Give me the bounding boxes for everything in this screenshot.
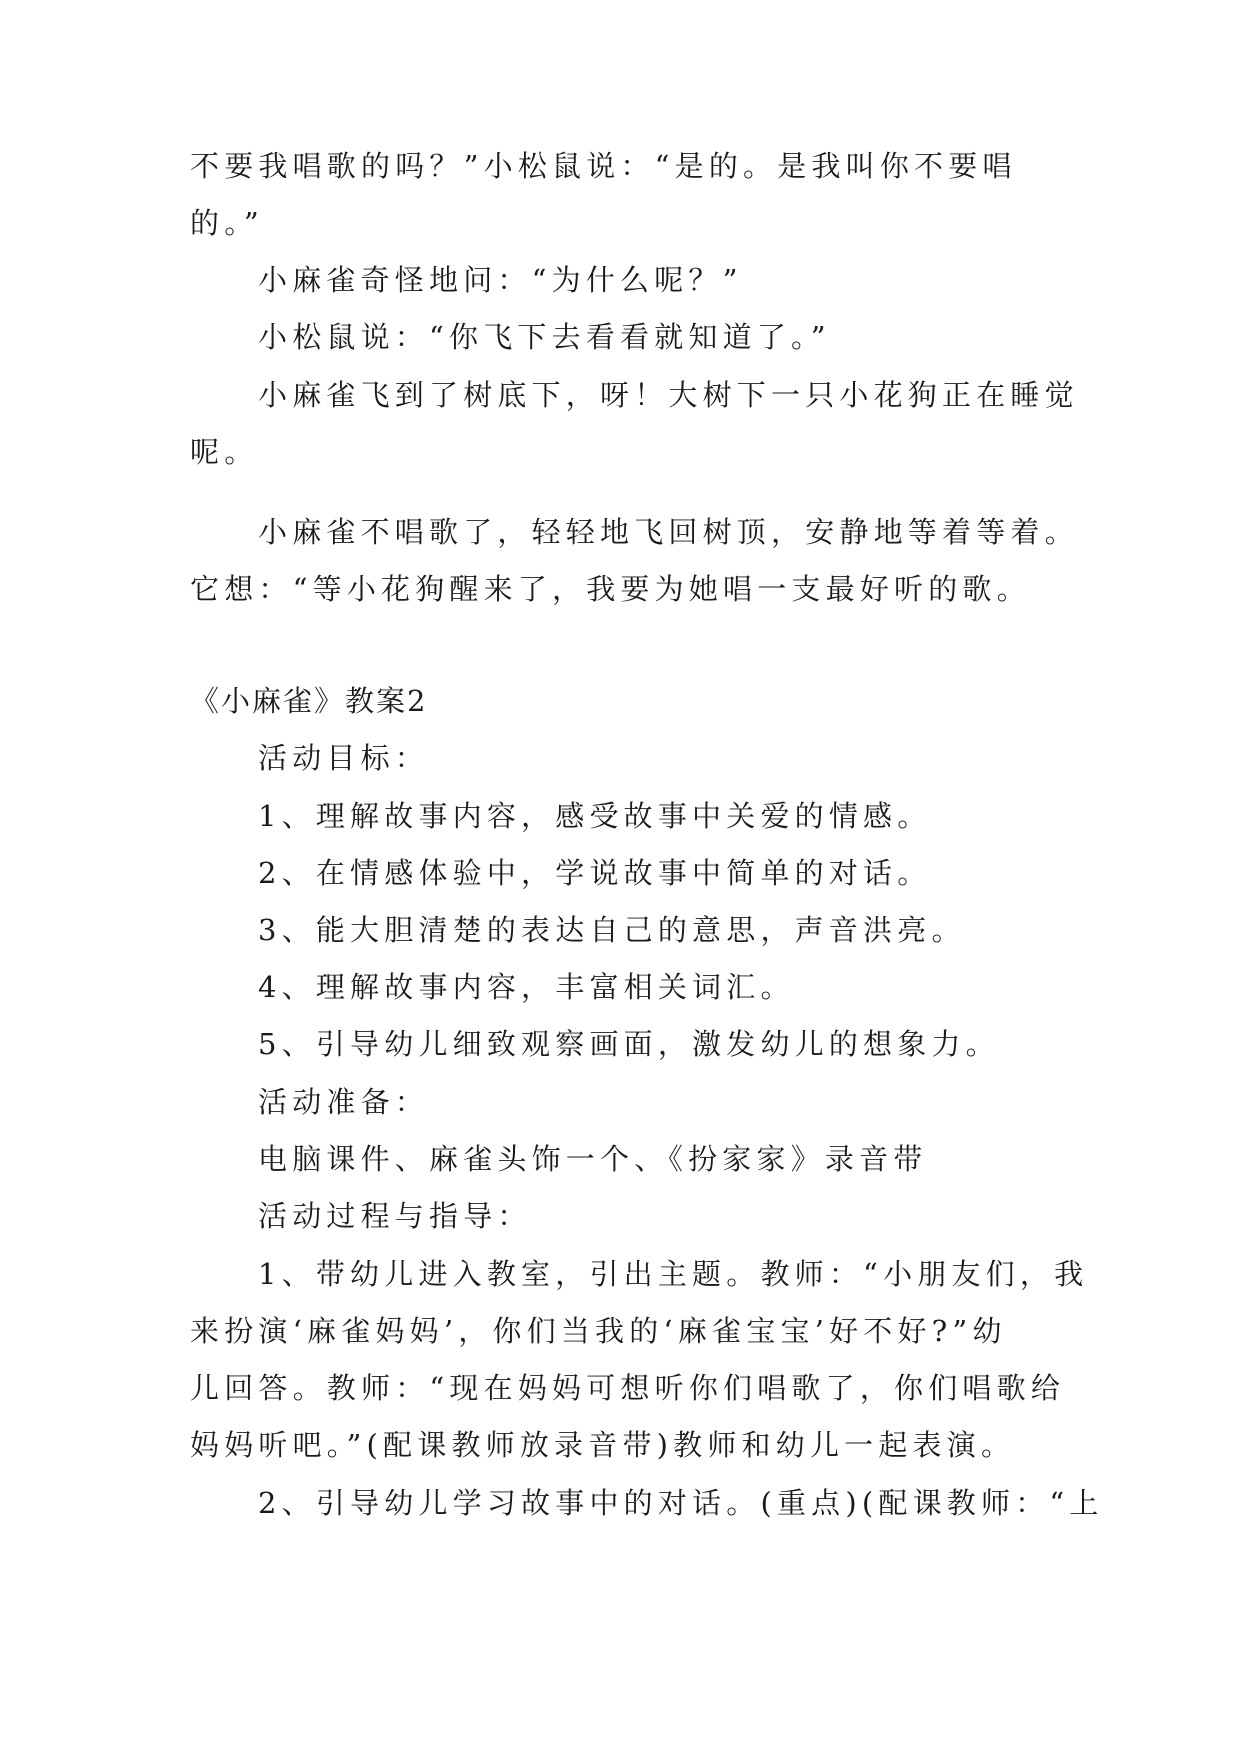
story-line: 呢。 [190, 435, 259, 469]
story-line: 小松鼠说：“你飞下去看看就知道了。” [258, 320, 831, 354]
story-line: 不要我唱歌的吗？”小松鼠说：“是的。是我叫你不要唱 [190, 149, 1017, 183]
plan-line: 1、带幼儿进入教室，引出主题。教师：“小朋友们，我 [258, 1257, 1089, 1291]
plan-line: 活动过程与指导： [258, 1199, 532, 1233]
plan-line: 来扮演‘麻雀妈妈’，你们当我的‘麻雀宝宝’好不好?”幼 [190, 1314, 1007, 1348]
story-line: 它想：“等小花狗醒来了，我要为她唱一支最好听的歌。 [190, 572, 1031, 606]
plan-line: 活动目标： [258, 741, 430, 775]
plan-line: 2、引导幼儿学习故事中的对话。(重点)(配课教师：“上 [258, 1486, 1104, 1520]
plan-line: 5、引导幼儿细致观察画面，激发幼儿的想象力。 [258, 1027, 1000, 1061]
plan-line: 1、理解故事内容，感受故事中关爱的情感。 [258, 799, 932, 833]
plan-line: 活动准备： [258, 1085, 430, 1119]
plan-line: 3、能大胆清楚的表达自己的意思，声音洪亮。 [258, 913, 966, 947]
plan-line: 2、在情感体验中，学说故事中简单的对话。 [258, 856, 932, 890]
story-line: 小麻雀奇怪地问：“为什么呢？” [258, 263, 743, 297]
plan-line: 妈妈听吧。”(配课教师放录音带)教师和幼儿一起表演。 [190, 1428, 1016, 1462]
plan-line: 电脑课件、麻雀头饰一个、《扮家家》录音带 [258, 1142, 928, 1176]
plan-line: 儿回答。教师：“现在妈妈可想听你们唱歌了，你们唱歌给 [190, 1371, 1066, 1405]
story-line: 的。” [190, 206, 264, 240]
story-line: 小麻雀飞到了树底下，呀！大树下一只小花狗正在睡觉 [258, 378, 1079, 412]
section-title: 《小麻雀》教案2 [190, 684, 428, 718]
plan-line: 4、理解故事内容，丰富相关词汇。 [258, 970, 795, 1004]
story-line: 小麻雀不唱歌了，轻轻地飞回树顶，安静地等着等着。 [258, 515, 1079, 549]
